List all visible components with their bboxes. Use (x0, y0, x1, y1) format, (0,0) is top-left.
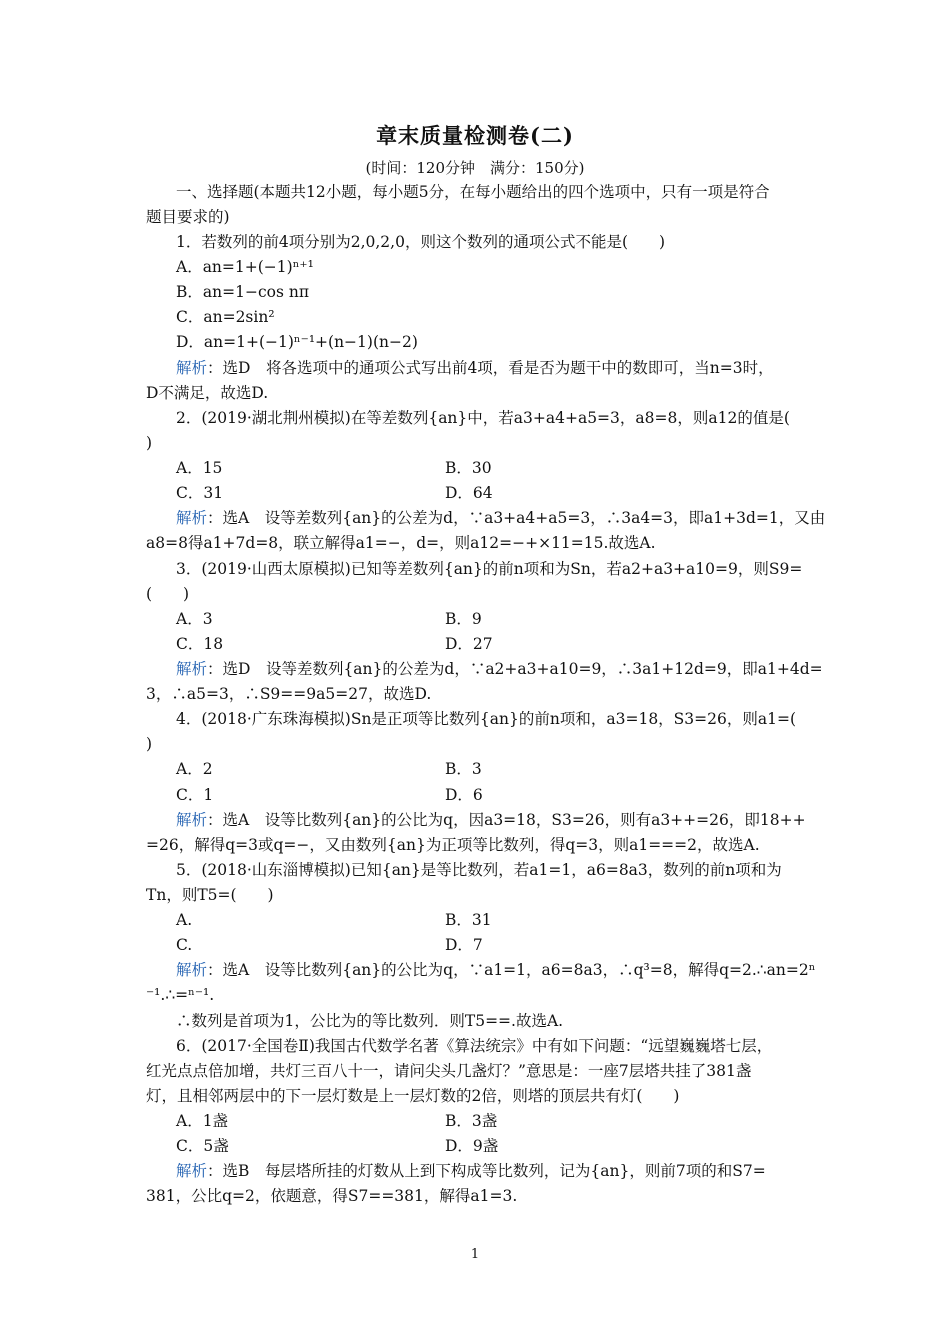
analysis-line: 解析：选D 设等差数列{an}的公差为d，∵a2+a3+a10=9，∴3a1+12d=9，即a1+4d= (176, 660, 823, 678)
option-b: B．31 (445, 911, 492, 929)
analysis-line: 解析：选A 设等差数列{an}的公差为d，∵a3+a4+a5=3，∴3a4=3，即a1+3d=1，又由 (176, 509, 826, 527)
option-d: D．6 (445, 786, 483, 804)
analysis-label: 解析 (176, 961, 208, 979)
analysis-label: 解析 (176, 660, 208, 678)
option-b: B．3盏 (445, 1112, 498, 1130)
analysis-line: ⁻¹.∴=ⁿ⁻¹. (146, 986, 215, 1004)
section-intro-line: 一、选择题(本题共12小题，每小题5分，在每小题给出的四个选项中，只有一项是符合 (176, 183, 770, 201)
analysis-line: 381，公比q=2，依题意，得S7==381，解得a1=3. (146, 1187, 518, 1205)
exam-info: (时间：120分钟 满分：150分) (365, 159, 585, 177)
option-a: A．1盏 (176, 1112, 229, 1130)
option-d: D．9盏 (445, 1137, 499, 1155)
option-c: C．18 (176, 635, 224, 653)
option-a: A．15 (176, 459, 223, 477)
option-b: B．an=1−cos nπ (176, 283, 310, 301)
analysis-line: ∴数列是首项为1，公比为的等比数列．则T5==.故选A. (176, 1012, 564, 1030)
analysis-line: =26，解得q=3或q=−，又由数列{an}为正项等比数列，得q=3，则a1===2，故选A. (146, 836, 760, 854)
analysis-label: 解析 (176, 1162, 208, 1180)
option-c: C．5盏 (176, 1137, 229, 1155)
option-a: A．3 (176, 610, 213, 628)
question-stem: 5．(2018·山东淄博模拟)已知{an}是等比数列，若a1=1，a6=8a3，数列的前n项和为 (176, 861, 782, 879)
question-stem: ) (146, 434, 153, 452)
option-d: D．27 (445, 635, 493, 653)
question-stem: 1．若数列的前4项分别为2,0,2,0，则这个数列的通项公式不能是( ) (176, 233, 666, 251)
page-number: 1 (470, 1247, 480, 1262)
section-intro-line: 题目要求的) (146, 208, 230, 226)
question-stem: ( ) (146, 585, 190, 603)
question-stem: 6．(2017·全国卷Ⅱ)我国古代数学名著《算法统宗》中有如下问题：“远望巍巍塔七层， (176, 1037, 773, 1055)
option-b: B．9 (445, 610, 482, 628)
option-a: A．2 (176, 760, 213, 778)
analysis-label: 解析 (176, 811, 208, 829)
option-b: B．3 (445, 760, 482, 778)
analysis-line: 解析：选A 设等比数列{an}的公比为q，因a3=18，S3=26，则有a3++=26，即18++ (176, 811, 806, 829)
analysis-label: 解析 (176, 509, 208, 527)
option-c: C．1 (176, 786, 214, 804)
question-stem: 2．(2019·湖北荆州模拟)在等差数列{an}中，若a3+a4+a5=3，a8=8，则a12的值是( (176, 409, 790, 427)
option-c: C．31 (176, 484, 224, 502)
analysis-line: 3，∴a5=3，∴S9==9a5=27，故选D. (146, 685, 432, 703)
question-stem: 4．(2018·广东珠海模拟)Sn是正项等比数列{an}的前n项和，a3=18，S3=26，则a1=( (176, 710, 797, 728)
question-stem: 灯，且相邻两层中的下一层灯数是上一层灯数的2倍，则塔的顶层共有灯( ) (146, 1087, 680, 1105)
page-title: 章末质量检测卷(二) (376, 123, 574, 148)
analysis-line: D不满足，故选D. (146, 384, 269, 402)
question-stem: Tn，则T5=( ) (146, 886, 274, 904)
analysis-line: 解析：选D 将各选项中的通项公式写出前4项，看是否为题干中的数即可，当n=3时， (176, 359, 774, 377)
option-d: D．64 (445, 484, 493, 502)
option-a: A. (176, 911, 193, 929)
question-stem: 3．(2019·山西太原模拟)已知等差数列{an}的前n项和为Sn，若a2+a3+a10=9，则S9= (176, 560, 803, 578)
question-stem: ) (146, 735, 153, 753)
analysis-line: a8=8得a1+7d=8，联立解得a1=−，d=，则a12=−+×11=15.故选A. (146, 534, 656, 552)
option-a: A．an=1+(−1)ⁿ⁺¹ (176, 258, 314, 276)
option-c: C．an=2sin² (176, 308, 275, 326)
question-stem: 红光点点倍加增，共灯三百八十一，请问尖头几盏灯？”意思是：一座7层塔共挂了381盏 (146, 1062, 752, 1080)
option-c: C. (176, 936, 193, 954)
analysis-label: 解析 (176, 359, 208, 377)
analysis-line: 解析：选A 设等比数列{an}的公比为q，∵a1=1，a6=8a3，∴q³=8，解得q=2.∴an=2ⁿ (176, 961, 816, 979)
option-d: D．an=1+(−1)ⁿ⁻¹+(n−1)(n−2) (176, 333, 418, 351)
analysis-line: 解析：选B 每层塔所挂的灯数从上到下构成等比数列，记为{an}，则前7项的和S7= (176, 1162, 766, 1180)
option-d: D．7 (445, 936, 483, 954)
option-b: B．30 (445, 459, 492, 477)
